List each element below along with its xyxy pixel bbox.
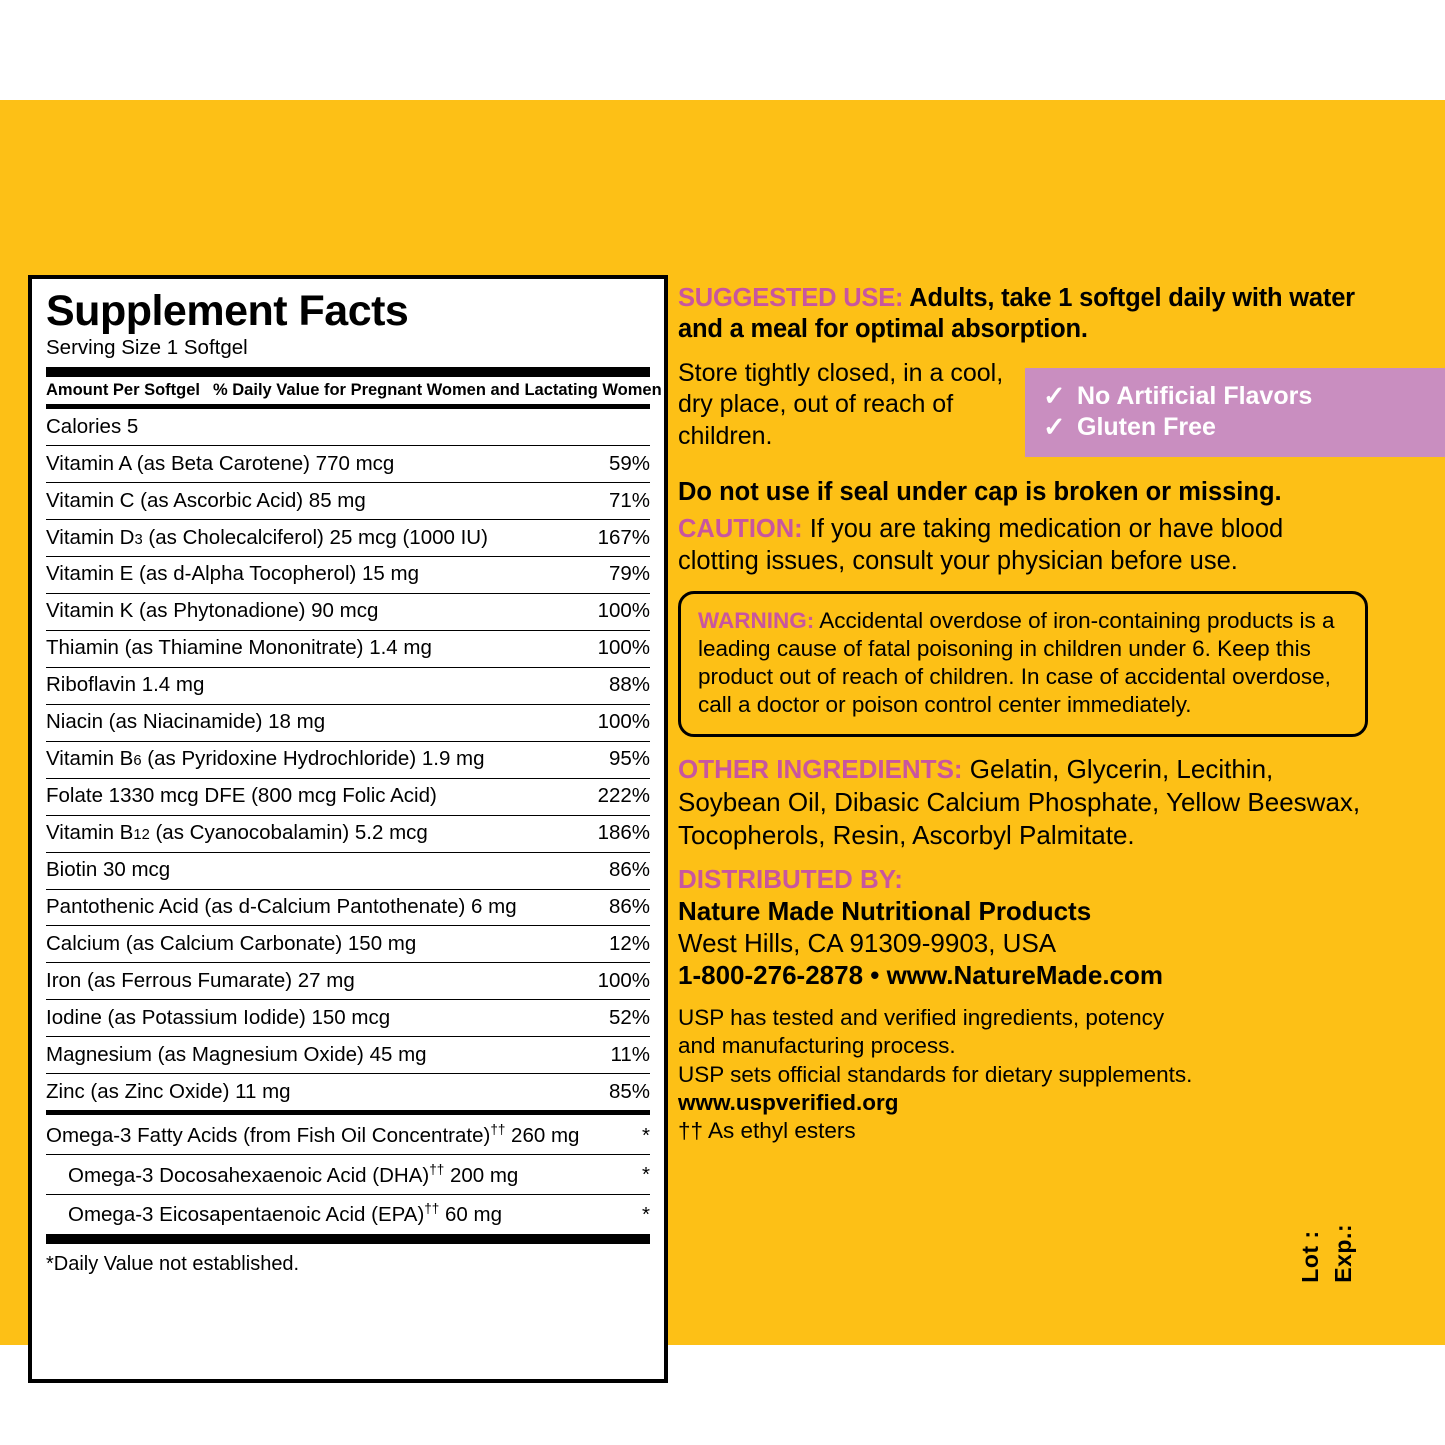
supplement-facts-title: Supplement Facts bbox=[46, 287, 409, 335]
daily-value: 100% bbox=[597, 599, 650, 623]
table-row bbox=[46, 926, 650, 963]
suggested-use-block bbox=[678, 283, 1368, 346]
daily-value: * bbox=[642, 1203, 650, 1227]
claim-label-1: No Artificial Flavors bbox=[1077, 381, 1313, 410]
table-row bbox=[46, 594, 650, 631]
storage-text: Store tightly closed, in a cool, dry place, out of reach of children. bbox=[678, 358, 1004, 450]
daily-value: 12% bbox=[608, 931, 650, 955]
supplement-facts-box bbox=[28, 275, 668, 1383]
nutrient-name: Calcium (as Calcium Carbonate) 150 mg bbox=[46, 931, 417, 955]
daily-value: 88% bbox=[608, 673, 650, 697]
table-row bbox=[46, 446, 650, 483]
ethyl-ester-note: †† As ethyl esters bbox=[678, 1118, 856, 1144]
nutrient-name: Vitamin B12 (as Cyanocobalamin) 5.2 mcg bbox=[46, 821, 428, 845]
distributor-contact[interactable]: 1-800-276-2878 • www.NatureMade.com bbox=[678, 959, 1164, 990]
claim-label-2: Gluten Free bbox=[1077, 412, 1216, 441]
nutrient-name: Zinc (as Zinc Oxide) 11 mg bbox=[46, 1079, 291, 1103]
nutrient-name: Iron (as Ferrous Fumarate) 27 mg bbox=[46, 968, 355, 992]
claim-gluten-free bbox=[1043, 412, 1435, 443]
distributor-address: West Hills, CA 91309-9903, USA bbox=[678, 928, 1057, 959]
daily-value: 100% bbox=[597, 710, 650, 734]
nutrient-name: Folate 1330 mcg DFE (800 mcg Folic Acid) bbox=[46, 784, 437, 808]
distributed-by-label: DISTRIBUTED BY: bbox=[678, 864, 903, 895]
check-icon: ✓ bbox=[1043, 411, 1066, 442]
rule-thick-bottom bbox=[46, 1234, 650, 1244]
amount-per-softgel-header: Amount Per Softgel bbox=[46, 381, 201, 400]
suggested-use-text: Adults, take 1 softgel daily with water and a meal for optimal absorption. bbox=[678, 284, 1355, 344]
nutrient-name: Vitamin A (as Beta Carotene) 770 mcg bbox=[46, 451, 395, 475]
nutrient-name: Vitamin K (as Phytonadione) 90 mcg bbox=[46, 599, 379, 623]
daily-value: 100% bbox=[597, 968, 650, 992]
daily-value: 95% bbox=[608, 747, 650, 771]
calories-row bbox=[46, 409, 650, 446]
seal-warning: Do not use if seal under cap is broken or missing. bbox=[678, 477, 1282, 506]
table-row bbox=[46, 483, 650, 520]
nutrient-name: Niacin (as Niacinamide) 18 mg bbox=[46, 710, 326, 734]
nutrient-name: Thiamin (as Thiamine Mononitrate) 1.4 mg bbox=[46, 636, 432, 660]
caution-label: CAUTION: bbox=[678, 514, 803, 543]
other-ingredients-block bbox=[678, 753, 1368, 852]
table-row bbox=[46, 1000, 650, 1037]
table-row bbox=[46, 557, 650, 594]
table-row bbox=[46, 1074, 650, 1110]
table-row bbox=[46, 1037, 650, 1074]
table-row bbox=[46, 705, 650, 742]
right-info-column bbox=[678, 283, 1368, 1146]
daily-value: 100% bbox=[597, 636, 650, 660]
nutrient-name: Iodine (as Potassium Iodide) 150 mcg bbox=[46, 1005, 391, 1029]
daily-value: 86% bbox=[608, 858, 650, 882]
rule-thick-top bbox=[46, 367, 650, 377]
calories-label: Calories 5 bbox=[46, 414, 139, 438]
daily-value: * bbox=[642, 1163, 650, 1187]
supplement-label-panel bbox=[0, 100, 1445, 1345]
facts-column-headers bbox=[46, 377, 662, 404]
table-row bbox=[46, 1115, 650, 1155]
nutrient-name: Omega-3 Fatty Acids (from Fish Oil Concentrate)†† 260 mg bbox=[46, 1121, 580, 1147]
warning-label: WARNING: bbox=[698, 608, 815, 634]
caution-text: If you are taking medication or have blood clotting issues, consult your physician before use. bbox=[678, 514, 1284, 576]
usp-block bbox=[678, 1004, 1368, 1146]
usp-website[interactable]: www.uspverified.org bbox=[678, 1089, 899, 1115]
table-row bbox=[46, 1195, 650, 1234]
usp-line-1: USP has tested and verified ingredients, potency bbox=[678, 1004, 1165, 1030]
daily-value: 86% bbox=[608, 895, 650, 919]
table-row bbox=[46, 816, 650, 853]
lot-label: Lot : bbox=[1297, 1230, 1323, 1283]
table-row bbox=[46, 1155, 650, 1195]
storage-and-claims bbox=[678, 358, 1368, 470]
table-row bbox=[46, 520, 650, 557]
check-icon: ✓ bbox=[1043, 380, 1066, 411]
other-ingredients-text: Gelatin, Glycerin, Lecithin, Soybean Oil, Dibasic Calcium Phosphate, Yellow Beeswax, Tocopherols, Resin, Ascorbyl Palmitate. bbox=[678, 754, 1361, 851]
distributor-name: Nature Made Nutritional Products bbox=[678, 896, 1092, 927]
usp-line-3: USP sets official standards for dietary supplements. bbox=[678, 1061, 1193, 1087]
nutrient-name: Vitamin E (as d-Alpha Tocopherol) 15 mg bbox=[46, 562, 419, 586]
daily-value-footnote: *Daily Value not established. bbox=[46, 1252, 300, 1275]
table-row bbox=[46, 631, 650, 668]
nutrient-name: Vitamin B6 (as Pyridoxine Hydrochloride) 1.9 mg bbox=[46, 747, 485, 771]
daily-value: 59% bbox=[608, 451, 650, 475]
claim-no-artificial-flavors bbox=[1043, 381, 1435, 412]
daily-value: 79% bbox=[608, 562, 650, 586]
caution-block bbox=[678, 513, 1368, 578]
daily-value-header: % Daily Value for Pregnant Women and Lactating Women bbox=[213, 381, 662, 400]
nutrient-name: Pantothenic Acid (as d-Calcium Pantothenate) 6 mg bbox=[46, 895, 517, 919]
table-row bbox=[46, 853, 650, 890]
nutrient-name: Vitamin D3 (as Cholecalciferol) 25 mcg (1000 IU) bbox=[46, 525, 488, 549]
distributor-block bbox=[678, 864, 1368, 992]
table-row bbox=[46, 742, 650, 779]
daily-value: 71% bbox=[608, 488, 650, 512]
nutrient-name: Magnesium (as Magnesium Oxide) 45 mg bbox=[46, 1042, 427, 1066]
warning-box bbox=[678, 591, 1368, 737]
claims-band bbox=[1025, 368, 1445, 457]
omega-rows bbox=[46, 1115, 650, 1233]
daily-value: * bbox=[642, 1123, 650, 1147]
suggested-use-label: SUGGESTED USE: bbox=[678, 284, 904, 312]
lot-exp-block bbox=[1297, 1224, 1357, 1283]
nutrient-name: Biotin 30 mcg bbox=[46, 858, 171, 882]
warning-text: Accidental overdose of iron-containing products is a leading cause of fatal poisoning in children under 6. Keep this product out of reach of children. In case of accidental overdose, call a doctor or poison control center immediately. bbox=[698, 608, 1335, 718]
nutrient-name: Riboflavin 1.4 mg bbox=[46, 673, 205, 697]
nutrient-rows bbox=[46, 446, 650, 1110]
daily-value: 85% bbox=[608, 1079, 650, 1103]
table-row bbox=[46, 963, 650, 1000]
daily-value: 52% bbox=[608, 1005, 650, 1029]
exp-label: Exp.: bbox=[1330, 1224, 1356, 1283]
daily-value: 186% bbox=[597, 821, 650, 845]
table-row bbox=[46, 890, 650, 927]
table-row bbox=[46, 668, 650, 705]
serving-size: Serving Size 1 Softgel bbox=[46, 336, 248, 360]
usp-line-2: and manufacturing process. bbox=[678, 1033, 956, 1059]
other-ingredients-label: OTHER INGREDIENTS: bbox=[678, 754, 963, 785]
nutrient-name: Omega-3 Docosahexaenoic Acid (DHA)†† 200 mg bbox=[68, 1161, 519, 1187]
daily-value: 167% bbox=[597, 525, 650, 549]
daily-value: 222% bbox=[597, 784, 650, 808]
table-row bbox=[46, 779, 650, 816]
daily-value: 11% bbox=[610, 1042, 650, 1066]
nutrient-name: Omega-3 Eicosapentaenoic Acid (EPA)†† 60 mg bbox=[68, 1201, 502, 1227]
nutrient-name: Vitamin C (as Ascorbic Acid) 85 mg bbox=[46, 488, 366, 512]
